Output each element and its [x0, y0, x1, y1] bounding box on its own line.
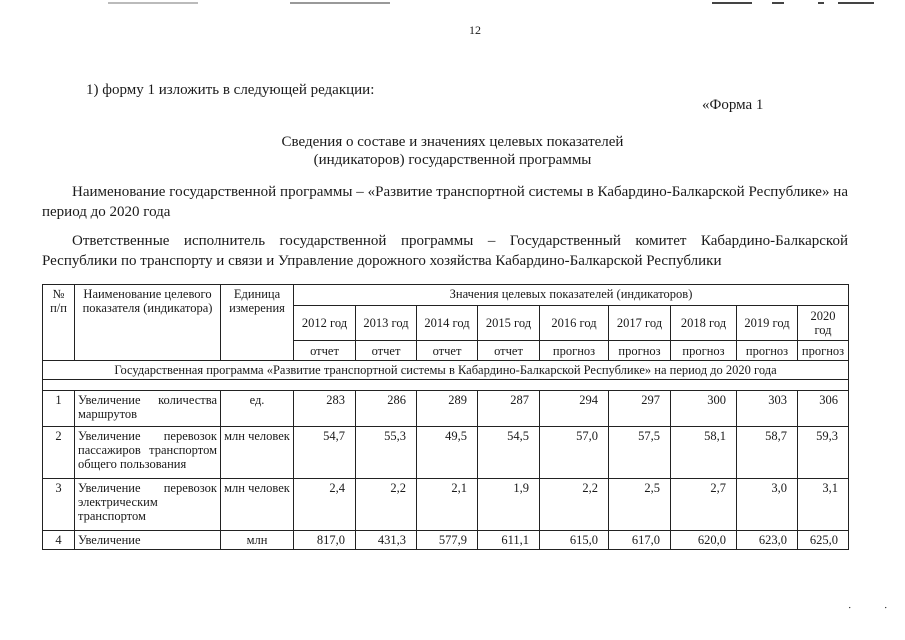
scan-mark — [712, 2, 752, 4]
indicator-name: Увеличение перевозок электрическим транспортом — [75, 479, 221, 531]
value-cell: 620,0 — [671, 531, 737, 550]
indicator-unit: млн — [221, 531, 294, 550]
value-cell: 2,4 — [294, 479, 356, 531]
value-cell: 283 — [294, 391, 356, 427]
value-cell: 3,1 — [798, 479, 849, 531]
header-values: Значения целевых показателей (индикаторов) — [294, 285, 849, 306]
value-cell: 49,5 — [417, 427, 478, 479]
value-cell: 623,0 — [737, 531, 798, 550]
scan-mark — [818, 2, 824, 4]
scan-speck: ⋅ — [884, 603, 888, 614]
spacer-row — [43, 380, 849, 391]
scan-mark — [108, 2, 198, 4]
value-cell: 55,3 — [356, 427, 417, 479]
page-number: 12 — [469, 23, 481, 37]
value-cell: 57,5 — [609, 427, 671, 479]
row-number: 2 — [43, 427, 75, 479]
year-header: 2019 год — [737, 306, 798, 341]
type-header: прогноз — [737, 341, 798, 361]
value-cell: 297 — [609, 391, 671, 427]
value-cell: 431,3 — [356, 531, 417, 550]
value-cell: 611,1 — [478, 531, 540, 550]
value-cell: 59,3 — [798, 427, 849, 479]
header-num: № п/п — [43, 285, 75, 361]
value-cell: 54,7 — [294, 427, 356, 479]
scan-mark — [772, 2, 784, 4]
responsible-paragraph: Ответственные исполнитель государственной программы – Государственный комитет Кабардино-Балкарской Республики по транспорту и связи и Управление дорожного хозяйства Кабардино-Балкарской Республики — [42, 233, 848, 269]
value-cell: 2,5 — [609, 479, 671, 531]
indicators-table — [42, 284, 849, 550]
type-header: отчет — [478, 341, 540, 361]
heading-line: (индикаторов) государственной программы — [313, 152, 592, 168]
section-title: Государственная программа «Развитие транспортной системы в Кабардино-Балкарской Республике» на период до 2020 года — [43, 361, 849, 380]
value-cell: 286 — [356, 391, 417, 427]
type-header: отчет — [294, 341, 356, 361]
value-cell: 1,9 — [478, 479, 540, 531]
type-header: отчет — [356, 341, 417, 361]
row-number: 3 — [43, 479, 75, 531]
intro-text: 1) форму 1 изложить в следующей редакции: — [86, 82, 375, 98]
value-cell: 2,7 — [671, 479, 737, 531]
year-header: 2018 год — [671, 306, 737, 341]
table-row — [43, 427, 849, 479]
value-cell: 287 — [478, 391, 540, 427]
indicator-name: Увеличение — [75, 531, 221, 550]
indicator-unit: млн человек — [221, 427, 294, 479]
scan-mark — [838, 2, 874, 4]
scan-speck: ⋅ — [848, 603, 852, 614]
heading-line: Сведения о составе и значениях целевых показателей — [281, 134, 624, 150]
value-cell: 300 — [671, 391, 737, 427]
value-cell: 54,5 — [478, 427, 540, 479]
table-row — [43, 531, 849, 550]
spacer-cell — [43, 380, 849, 391]
scan-mark — [290, 2, 390, 4]
indicator-unit: ед. — [221, 391, 294, 427]
year-header: 2015 год — [478, 306, 540, 341]
row-number: 4 — [43, 531, 75, 550]
header-name: Наименование целевого показателя (индикатора) — [75, 285, 221, 361]
type-header: прогноз — [798, 341, 849, 361]
header-unit: Единица измерения — [221, 285, 294, 361]
value-cell: 2,2 — [356, 479, 417, 531]
value-cell: 2,1 — [417, 479, 478, 531]
year-header: 2013 год — [356, 306, 417, 341]
value-cell: 57,0 — [540, 427, 609, 479]
year-header: 2016 год — [540, 306, 609, 341]
type-header: прогноз — [609, 341, 671, 361]
value-cell: 58,1 — [671, 427, 737, 479]
value-cell: 577,9 — [417, 531, 478, 550]
value-cell: 306 — [798, 391, 849, 427]
row-number: 1 — [43, 391, 75, 427]
type-header: отчет — [417, 341, 478, 361]
value-cell: 617,0 — [609, 531, 671, 550]
year-header: 2012 год — [294, 306, 356, 341]
type-header: прогноз — [540, 341, 609, 361]
table-header-row — [43, 285, 849, 306]
value-cell: 58,7 — [737, 427, 798, 479]
form-label: «Форма 1 — [702, 97, 764, 113]
year-header: 2017 год — [609, 306, 671, 341]
program-name-paragraph: Наименование государственной программы – «Развитие транспортной системы в Кабардино-Балкарской Республике» на период до 2020 года — [42, 184, 848, 220]
value-cell: 294 — [540, 391, 609, 427]
table-row — [43, 391, 849, 427]
document-heading — [0, 133, 905, 169]
indicator-name: Увеличение перевозок пассажиров транспортом общего пользования — [75, 427, 221, 479]
value-cell: 2,2 — [540, 479, 609, 531]
scan-edge-marks — [0, 0, 905, 10]
year-header: 2014 год — [417, 306, 478, 341]
year-header: 2020 год — [798, 306, 849, 341]
type-header: прогноз — [671, 341, 737, 361]
value-cell: 625,0 — [798, 531, 849, 550]
value-cell: 3,0 — [737, 479, 798, 531]
value-cell: 817,0 — [294, 531, 356, 550]
section-row — [43, 361, 849, 380]
value-cell: 289 — [417, 391, 478, 427]
indicator-unit: млн человек — [221, 479, 294, 531]
value-cell: 615,0 — [540, 531, 609, 550]
value-cell: 303 — [737, 391, 798, 427]
indicator-name: Увеличение количества маршрутов — [75, 391, 221, 427]
table-row — [43, 479, 849, 531]
